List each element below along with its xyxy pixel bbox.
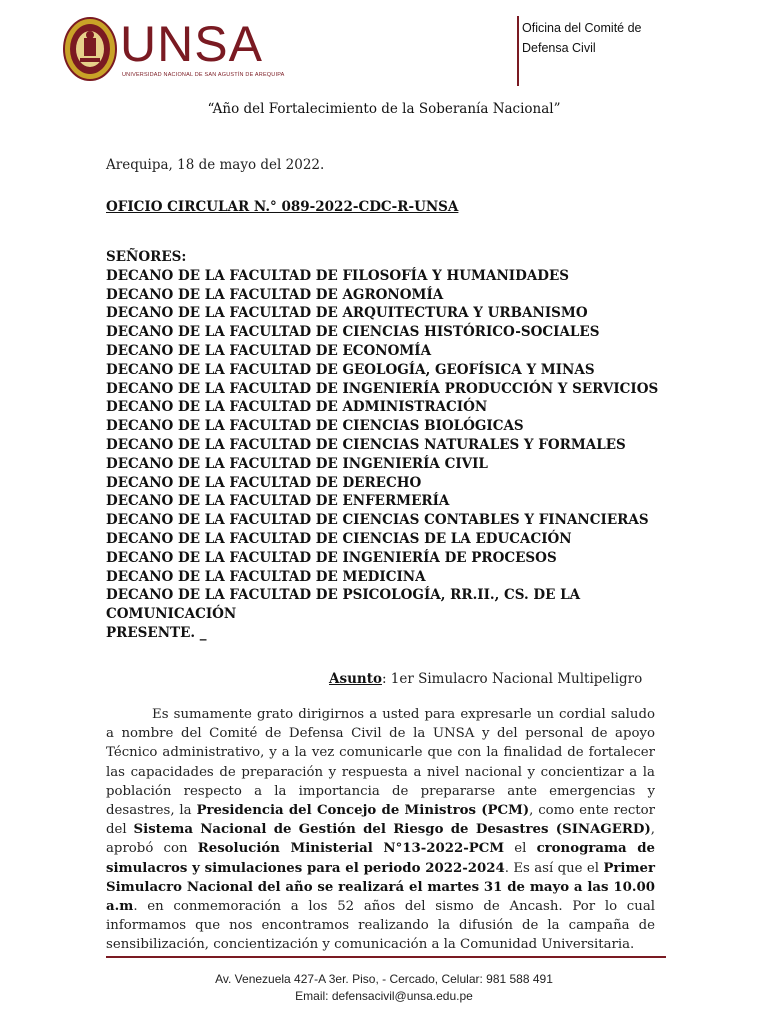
recipient-line: DECANO DE LA FACULTAD DE CIENCIAS DE LA EDUCACIÓN xyxy=(106,530,572,547)
body-text: . en conmemoración a los 52 años del sismo de Ancash. Por lo cual informamos que nos encontramos realizando la difusión de la campaña de sensibilización, concientización y comunicación a la Comunidad Universitaria. xyxy=(106,899,655,953)
footer-email xyxy=(0,989,768,1003)
unsa-logo xyxy=(62,14,285,88)
subject-text: : 1er Simulacro Nacional Multipeligro xyxy=(381,671,643,687)
subject-label: Asunto xyxy=(329,671,382,687)
body-bold: Presidencia del Concejo de Ministros (PCM) xyxy=(196,803,530,819)
recipients-greeting: SEÑORES: xyxy=(106,249,187,265)
recipient-line: DECANO DE LA FACULTAD DE DERECHO xyxy=(106,474,422,491)
recipient-line: DECANO DE LA FACULTAD DE MEDICINA xyxy=(106,568,426,585)
letter-body xyxy=(106,705,655,955)
recipients-block xyxy=(106,248,676,643)
university-name: UNIVERSIDAD NACIONAL DE SAN AGUSTÍN DE AREQUIPA xyxy=(122,72,285,78)
recipient-line: DECANO DE LA FACULTAD DE INGENIERÍA CIVIL xyxy=(106,455,488,472)
recipient-line: DECANO DE LA FACULTAD DE ENFERMERÍA xyxy=(106,493,450,510)
recipient-list xyxy=(106,267,676,624)
office-divider xyxy=(517,16,519,86)
recipient-line: DECANO DE LA FACULTAD DE PSICOLOGÍA, RR.II., CS. DE LA xyxy=(106,587,581,604)
recipient-line: DECANO DE LA FACULTAD DE AGRONOMÍA xyxy=(106,286,444,303)
recipient-line: DECANO DE LA FACULTAD DE INGENIERÍA PRODUCCIÓN Y SERVICIOS xyxy=(106,380,659,397)
office-line-2: Defensa Civil xyxy=(522,41,596,55)
body-bold: Resolución Ministerial N°13-2022-PCM xyxy=(197,841,505,857)
footer-address: Av. Venezuela 427-A 3er. Piso, - Cercado, Celular: 981 588 491 xyxy=(215,972,553,986)
email-address[interactable]: defensacivil@unsa.edu.pe xyxy=(331,989,473,1003)
body-bold: Primer Simulacro Nacional del año se realizará el martes 31 de mayo a las 10.00 a.m xyxy=(106,860,656,915)
recipient-line: DECANO DE LA FACULTAD DE CIENCIAS BIOLÓGICAS xyxy=(106,418,524,435)
body-text: Es sumamente grato dirigirnos a usted para expresarle un cordial saludo a nombre del Comité de Defensa Civil de la UNSA y del personal de apoyo Técnico administrativo, y a la vez comunicarle que con la finalidad de fortalecer las capacidades de preparación y respuesta a nivel nacional y concientizar a la población respecto a la importancia de prepararse ante emergencias y desastres, la xyxy=(106,707,655,819)
recipient-line: DECANO DE LA FACULTAD DE FILOSOFÍA Y HUMANIDADES xyxy=(106,267,570,284)
recipient-line: DECANO DE LA FACULTAD DE CIENCIAS HISTÓRICO-SOCIALES xyxy=(106,324,600,341)
recipients-closing: PRESENTE. _ xyxy=(106,624,207,641)
body-text: el xyxy=(504,841,537,857)
subject-line xyxy=(329,671,642,687)
recipient-line: COMUNICACIÓN xyxy=(106,606,237,623)
recipient-line: DECANO DE LA FACULTAD DE ADMINISTRACIÓN xyxy=(106,399,488,416)
recipient-line: DECANO DE LA FACULTAD DE CIENCIAS CONTABLES Y FINANCIERAS xyxy=(106,512,649,529)
office-name xyxy=(522,18,682,58)
office-line-1: Oficina del Comité de xyxy=(522,21,642,35)
body-text: , aprobó con xyxy=(106,822,655,857)
body-text: . Es así que el xyxy=(504,860,604,876)
footer-divider xyxy=(106,956,666,958)
recipient-line: DECANO DE LA FACULTAD DE ARQUITECTURA Y URBANISMO xyxy=(106,305,588,322)
recipient-line: DECANO DE LA FACULTAD DE CIENCIAS NATURALES Y FORMALES xyxy=(106,436,626,453)
recipient-line: DECANO DE LA FACULTAD DE ECONOMÍA xyxy=(106,342,432,359)
body-bold: cronograma de simulacros y simulaciones para el periodo 2022-2024 xyxy=(106,841,656,876)
email-label: Email: xyxy=(295,989,332,1003)
recipient-line: DECANO DE LA FACULTAD DE INGENIERÍA DE PROCESOS xyxy=(106,549,557,566)
body-bold: Sistema Nacional de Gestión del Riesgo de Desastres (SINAGERD) xyxy=(133,822,651,838)
university-seal-icon xyxy=(62,16,118,82)
letter-date: Arequipa, 18 de mayo del 2022. xyxy=(106,157,325,173)
logo-wordmark: UNSA xyxy=(120,16,263,72)
body-text: , como ente rector del xyxy=(106,803,655,838)
year-motto: “Año del Fortalecimiento de la Soberanía Nacional” xyxy=(207,101,561,117)
oficio-number: OFICIO CIRCULAR N.° 089-2022-CDC-R-UNSA xyxy=(106,199,459,215)
recipient-line: DECANO DE LA FACULTAD DE GEOLOGÍA, GEOFÍSICA Y MINAS xyxy=(106,361,595,378)
